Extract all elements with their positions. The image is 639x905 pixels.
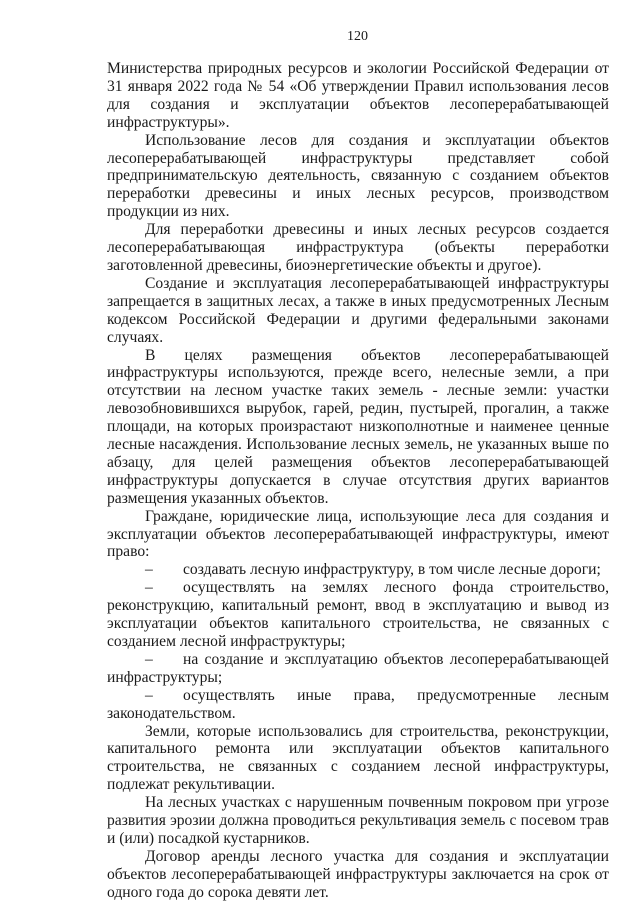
list-dash: – <box>145 579 153 597</box>
list-item-text: осуществлять иные права, предусмотренные лесным законодательством. <box>107 686 609 722</box>
list-item-text: создавать лесную инфраструктуру, в том числе лесные дороги; <box>183 561 601 579</box>
paragraph: Для переработки древесины и иных лесных ресурсов создается лесоперерабатывающая инфраструктура (объекты переработки заготовленной древесины, биоэнергетические объекты и другое). <box>107 221 609 274</box>
list-dash: – <box>145 650 153 668</box>
paragraph: Договор аренды лесного участка для создания и эксплуатации объектов лесоперерабатывающей инфраструктуры заключается на срок от одного года до сорока девяти лет. <box>107 847 609 901</box>
paragraph-continuation: Министерства природных ресурсов и экологии Российской Федерации от 31 января 2022 года № 54 «Об утверждении Правил использования лесов для создания и эксплуатации объектов лесоперерабатывающей инфраструктуры». <box>107 60 609 131</box>
list-item <box>107 579 609 651</box>
list-dash: – <box>145 686 153 704</box>
paragraph: На лесных участках с нарушенным почвенным покровом при угрозе развития эрозии должна проводиться рекультивация земель с посевом трав и (или) посадкой кустарников. <box>107 794 609 847</box>
paragraph: Создание и эксплуатация лесоперерабатывающей инфраструктуры запрещается в защитных лесах, а также в иных предусмотренных Лесным кодексом Российской Федерации и другими федеральными законами случаях. <box>107 274 609 346</box>
list-item-text: осуществлять на землях лесного фонда строительство, реконструкцию, капитальный ремонт, ввод в эксплуатацию и вывод из эксплуатации объектов капитального строительства, не связанных с созданием лесной инфраструктуры; <box>107 579 609 650</box>
list-dash: – <box>145 561 153 579</box>
page-number: 120 <box>347 29 368 44</box>
paragraph: В целях размещения объектов лесоперерабатывающей инфраструктуры используются, прежде всего, нелесные земли, а при отсутствии на лесном участке таких земель - лесные земли: участки левозобновившихся вырубок, гарей, редин, пустырей, прогалин, а также площади, на которых произрастают низкополнотные и наименее ценные лесные насаждения. Использование лесных земель, не указанных выше по абзацу, для целей размещения объектов лесоперерабатывающей инфраструктуры допускается в случае отсутствия других вариантов размещения указанных объектов. <box>107 346 609 507</box>
list-item <box>107 651 609 687</box>
paragraph: Граждане, юридические лица, использующие леса для создания и эксплуатации объектов лесоперерабатывающей инфраструктуры, имеют право: <box>107 507 609 561</box>
paragraph: Использование лесов для создания и эксплуатации объектов лесоперерабатывающей инфраструктуры представляет собой предпринимательскую деятельность, связанную с созданием объектов переработки древесины и иных лесных ресурсов, производством продукции из них. <box>107 131 609 221</box>
list-item <box>107 561 609 579</box>
list-item <box>107 687 609 723</box>
paragraph: Земли, которые использовались для строительства, реконструкции, капитального ремонта или эксплуатации объектов капитального строительства, не связанных с созданием лесной инфраструктуры, подлежат рекультивации. <box>107 722 609 794</box>
list-item-text: на создание и эксплуатацию объектов лесоперерабатывающей инфраструктуры; <box>107 650 609 686</box>
document-body <box>107 60 609 902</box>
